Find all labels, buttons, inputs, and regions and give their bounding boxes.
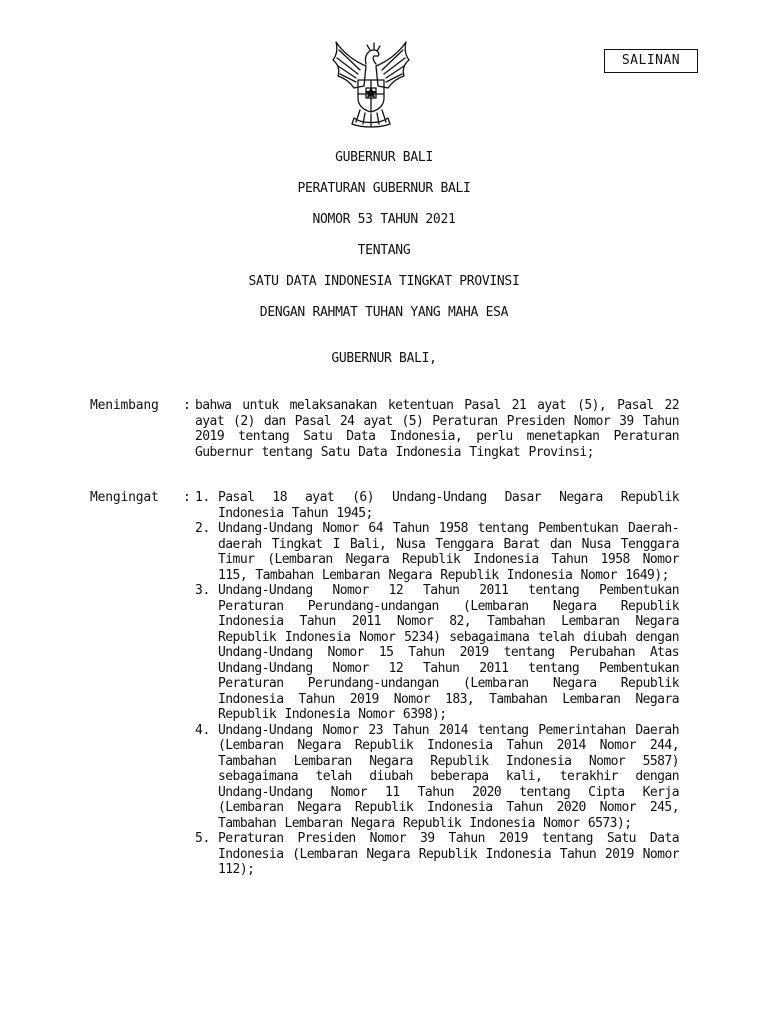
list-item-number: 2. [195,521,211,536]
regulation-number: NOMOR 53 TAHUN 2021 [312,212,456,227]
garuda-emblem-icon [330,36,412,130]
list-item-number: 4. [195,722,211,738]
list-item [195,831,679,878]
list-item-text: Undang-Undang Nomor 64 Tahun 1958 tentang Pembentukan Daerah-daerah Tingkat I Bali, Nusa Tenggara Barat dan Nusa Tenggara Timur (Lembaran Negara Republik Indonesia Tahun 1958 Nomor 115, Tambahan Lembaran Negara Republik Indonesia Nomor 1649); [218,521,679,583]
regulation-title: PERATURAN GUBERNUR BALI [297,181,471,196]
regulation-subject: SATU DATA INDONESIA TINGKAT PROVINSI [248,274,520,289]
list-item-text: Undang-Undang Nomor 12 Tahun 2011 tentang Pembentukan Peraturan Perundang-undangan (Lembaran Negara Republik Indonesia Tahun 2011 Nomor 82, Tambahan Lembaran Negara Republik Indonesia Nomor 5234) sebagaimana telah diubah dengan Undang-Undang Nomor 15 Tahun 2019 tentang Perubahan Atas Undang-Undang Nomor 12 Tahun 2011 tentang Pembentukan Peraturan Perundang-undangan (Lembaran Negara Republik Indonesia Tahun 2019 Nomor 183, Tambahan Lembaran Negara Republik Indonesia Nomor 6398); [218,583,679,722]
list-item-text: Pasal 18 ayat (6) Undang-Undang Dasar Negara Republik Indonesia Tahun 1945; [218,490,679,521]
menimbang-label: Menimbang [90,398,159,413]
list-item [195,490,679,521]
signatory-title: GUBERNUR BALI, [331,351,437,366]
list-item-number: 1. [195,490,211,505]
salinan-stamp: SALINAN [604,49,698,73]
list-item-text: Undang-Undang Nomor 23 Tahun 2014 tentang Pemerintahan Daerah (Lembaran Negara Republik Indonesia Tahun 2014 Nomor 244, Tambahan Lembaran Negara Republik Indonesia Nomor 5587) sebagaimana telah diubah beberapa kali, terakhir dengan Undang-Undang Nomor 11 Tahun 2020 tentang Cipta Kerja (Lembaran Negara Republik Indonesia Tahun 2020 Nomor 245, Tambahan Lembaran Negara Republik Indonesia Nomor 6573); [218,722,679,831]
menimbang-colon: : [183,398,191,413]
mengingat-list [195,490,679,878]
list-item-text: Peraturan Presiden Nomor 39 Tahun 2019 tentang Satu Data Indonesia (Lembaran Negara Republik Indonesia Tahun 2019 Nomor 112); [218,831,679,877]
mengingat-label: Mengingat [90,490,159,505]
list-item [195,583,679,723]
list-item [195,723,679,832]
grace-phrase: DENGAN RAHMAT TUHAN YANG MAHA ESA [259,305,509,320]
list-item [195,521,679,583]
about-heading: TENTANG [357,243,411,258]
list-item-number: 3. [195,583,211,598]
mengingat-colon: : [183,490,191,505]
menimbang-text: bahwa untuk melaksanakan ketentuan Pasal 21 ayat (5), Pasal 22 ayat (2) dan Pasal 24 ayat (5) Peraturan Presiden Nomor 39 Tahun 2019 tentang Satu Data Indonesia, perlu menetapkan Peraturan Gubernur tentang Satu Data Indonesia Tingkat Provinsi; [195,398,679,460]
authority-title: GUBERNUR BALI [335,150,433,165]
list-item-number: 5. [195,831,211,846]
